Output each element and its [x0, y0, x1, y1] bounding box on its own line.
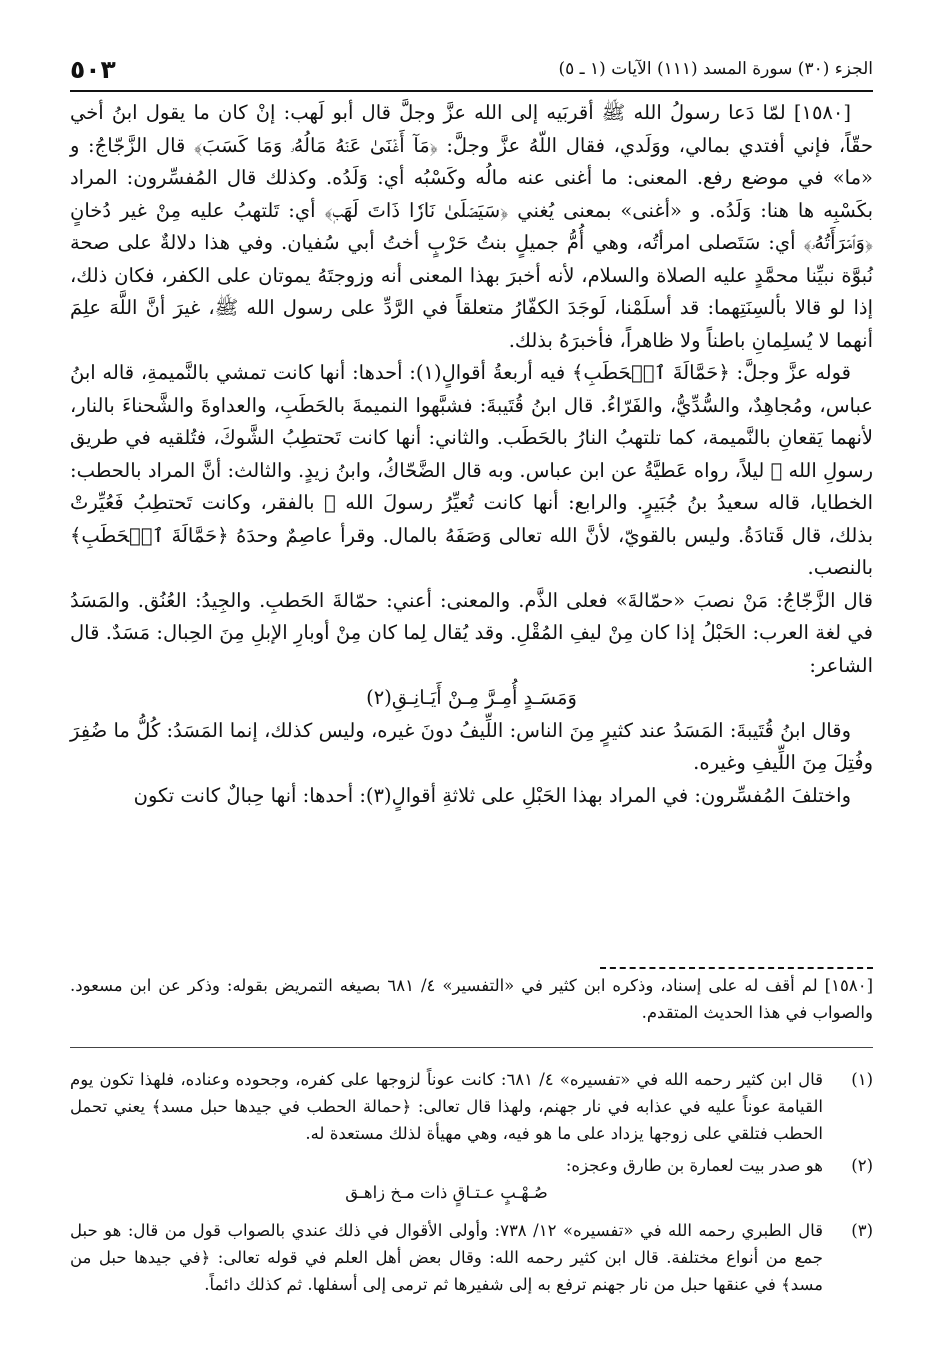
footnote-1	[70, 1066, 873, 1147]
takhrij-text: [١٥٨٠] لم أقف له على إسناد، وذكره ابن كثير في «التفسير» ٤/ ٦٨١ بصيغه التمريض بقوله: وذكر عن ابن مسعود. والصواب في هذا الحديث المتقدم.	[70, 976, 873, 1022]
poetry-verse: وَمَسَـدٍ أُمِـرَّ مِـنْ أَيَـانِـقِ(٢)	[366, 686, 577, 709]
footnote-text: قال ابن كثير رحمه الله في «تفسيره» ٤/ ٦٨١: كانت عوناً لزوجها على كفره، وجحوده وعناده، فلهذا تكون يوم القيامة عوناً عليه في عذابه في نار جهنم، ولهذا قال تعالى: ﴿حمالة الحطب في جيدها حبل مسد﴾ يعني تحمل الحطب فتلقي على زوجها يزداد على ما هو فيه، وهي مهيأة لذلك مستعدة له.	[70, 1070, 823, 1143]
paragraph-mufassirun: واختلفَ المُفسِّرون: في المراد بهذا الحَبْلِ على ثلاثةِ أقوالٍ(٣): أحدها: أنها حِبالٌ كانت تكون	[133, 783, 851, 807]
footnote-number: (٣)	[851, 1221, 873, 1240]
paragraph-zajjaj: قال الزَّجّاجُ: مَنْ نصبَ «حمّالةَ» فعلى الذَّم. والمعنى: أعني: حمّالةَ الحَطبِ. والجِيدُ: العُنُق. والمَسَدُ في لغة العرب: الحَبْلُ إذا كان مِنْ ليفِ المُقْلِ. وقد يُقال لِما كان مِنْ أوبارِ الإبلِ مِنَ الحِبال: مَسَدٌ. قال الشاعر:	[70, 588, 873, 677]
running-head: الجزء (٣٠) سورة المسد (١١١) الآيات (١ ـ ٥)	[558, 59, 873, 79]
paragraph-ibn-qutaybah: وقال ابنُ قُتَيبةَ: المَسَدُ عند كثيرٍ مِنَ الناس: اللِّيفُ دونَ غيره، وليس كذلك، إنما المَسَدُ: كُلُّ ما ضُفِرَ وفُتِلَ مِنَ اللِّيفِ وغيره.	[70, 718, 873, 774]
takhrij-note	[70, 972, 873, 1026]
footnote-verse: صُـهْـبٍ عـتـاقٍ ذات مـخ زاهـق	[345, 1183, 548, 1202]
footnote-text: هو صدر بيت لعمارة بن طارق وعجزه:	[565, 1156, 823, 1175]
header-rule	[70, 90, 873, 92]
footnote-number: (١)	[851, 1070, 873, 1089]
footnote-number: (٢)	[851, 1156, 873, 1175]
paragraph-hammalat-al-hatab: قوله عزَّ وجلَّ: ﴿حَمَّالَةَ ٱلۡحَطَبِ﴾ فيه أربعةُ أقوالٍ(١): أحدها: أنها كانت تمشي بالنَّميمةِ، قاله ابنُ عباس، ومُجاهِدٌ، والسُّدِّيُّ، والفَرّاءُ. قال ابنُ قُتَيبةَ: فشبَّهوا النميمةَ بالحَطَبِ، والعداوةَ والشَّحناءَ بالنار، لأنهما يَقعانِ بالنَّميمة، كما تلتهبُ النارُ بالحَطَب. والثاني: أنها كانت تَحتطِبُ الشَّوكَ، فتُلقيه في طريق رسولِ الله ﷺ ليلاً، رواه عَطيَّةُ عن ابن عباس. وبه قال الضَّحّاكُ، وابنُ زيدٍ. والثالث: أنَّ المراد بالحطب: الخطايا، قاله سعيدُ بنُ جُبَيرٍ. والرابع: أنها كانت تُعيِّرُ رسولَ الله ﷺ بالفقر، وكانت تَحتطِبُ فَعُيِّرتْ بذلك، قال قَتادَةُ. وليس بالقويّ، لأنَّ الله تعالى وَصَفَهُ بالمال. وقرأ عاصِمٌ وحدَهُ ﴿حَمَّالَةَ ٱلۡحَطَبِ﴾ بالنصب.	[70, 361, 873, 579]
page-header	[70, 55, 873, 89]
paragraph-hadith-1580: [١٥٨٠] لمّا دَعا رسولُ الله ﷺ أقربَيه إلى الله عزَّ وجلَّ قال أبو لَهب: إنْ كان ما يقول ابنُ أخي حقّاً، فإني أفتدي بمالي، ووَلَدي، فقال اللّهُ عزَّ وجلَّ: ﴿مَآ أَغۡنَىٰ عَنۡهُ مَالُهُۥ وَمَا كَسَبَ﴾ قال الزَّجّاجُ: و «ما» في موضع رفع. المعنى: ما أغنى عنه مالُه وكَسْبُه أي: وَلَدُه. وكذلك قال المُفسِّرون: المراد بكَسْبِه ها هنا: وَلَدُه. و «أغنى» بمعنى يُغني ﴿سَيَصۡلَىٰ نَارٗا ذَاتَ لَهَبٖ﴾ أي: تَلتهبُ عليه مِنْ غير دُخانٍ ﴿وَٱمۡرَأَتُهُۥ﴾ أي: سَتَصلى امرأتُه، وهي أُمُّ جميلٍ بنتُ حَرْبٍ أختُ أبي سُفيان. وفي هذا دلالةٌ على صحة نُبوَّة نبيِّنا محمَّدٍ عليه الصلاة والسلام، لأنه أخبرَ بهذا المعنى أنه وزوجتَهُ يموتان على الكفر، فكان ذلك، إذا لو قالا بألسِنَتِهما: قد أسلَمْنا، لَوجَدَ الكفّارُ متعلقاً في الرَّدِّ على رسول الله ﷺ، غيرَ أنَّ اللَّهَ علِمَ أنهما لا يُسلِمانِ باطناً ولا ظاهراً، فأخبرَهُ بذلك.	[70, 101, 873, 352]
main-text	[70, 97, 873, 812]
takhrij-separator	[600, 967, 873, 969]
footnote-rule	[70, 1047, 873, 1048]
footnote-text: قال الطبري رحمه الله في «تفسيره» ١٢/ ٧٣٨: وأولى الأقوال في ذلك عندي بالصواب قول من قال: هو حبل جمع من أنواع مختلفة. قال ابن كثير رحمه الله: وقال بعض أهل العلم في قوله تعالى: ﴿في جيدها حبل من مسد﴾ في عنقها حبل من نار جهنم ترفع به إلى شفيرها ثم ترمى إلى أسفلها. ثم كذلك دائماً.	[70, 1221, 823, 1294]
footnote-3	[70, 1217, 873, 1298]
page-number: ٥٠٣	[70, 55, 116, 84]
footnote-2	[70, 1152, 873, 1206]
